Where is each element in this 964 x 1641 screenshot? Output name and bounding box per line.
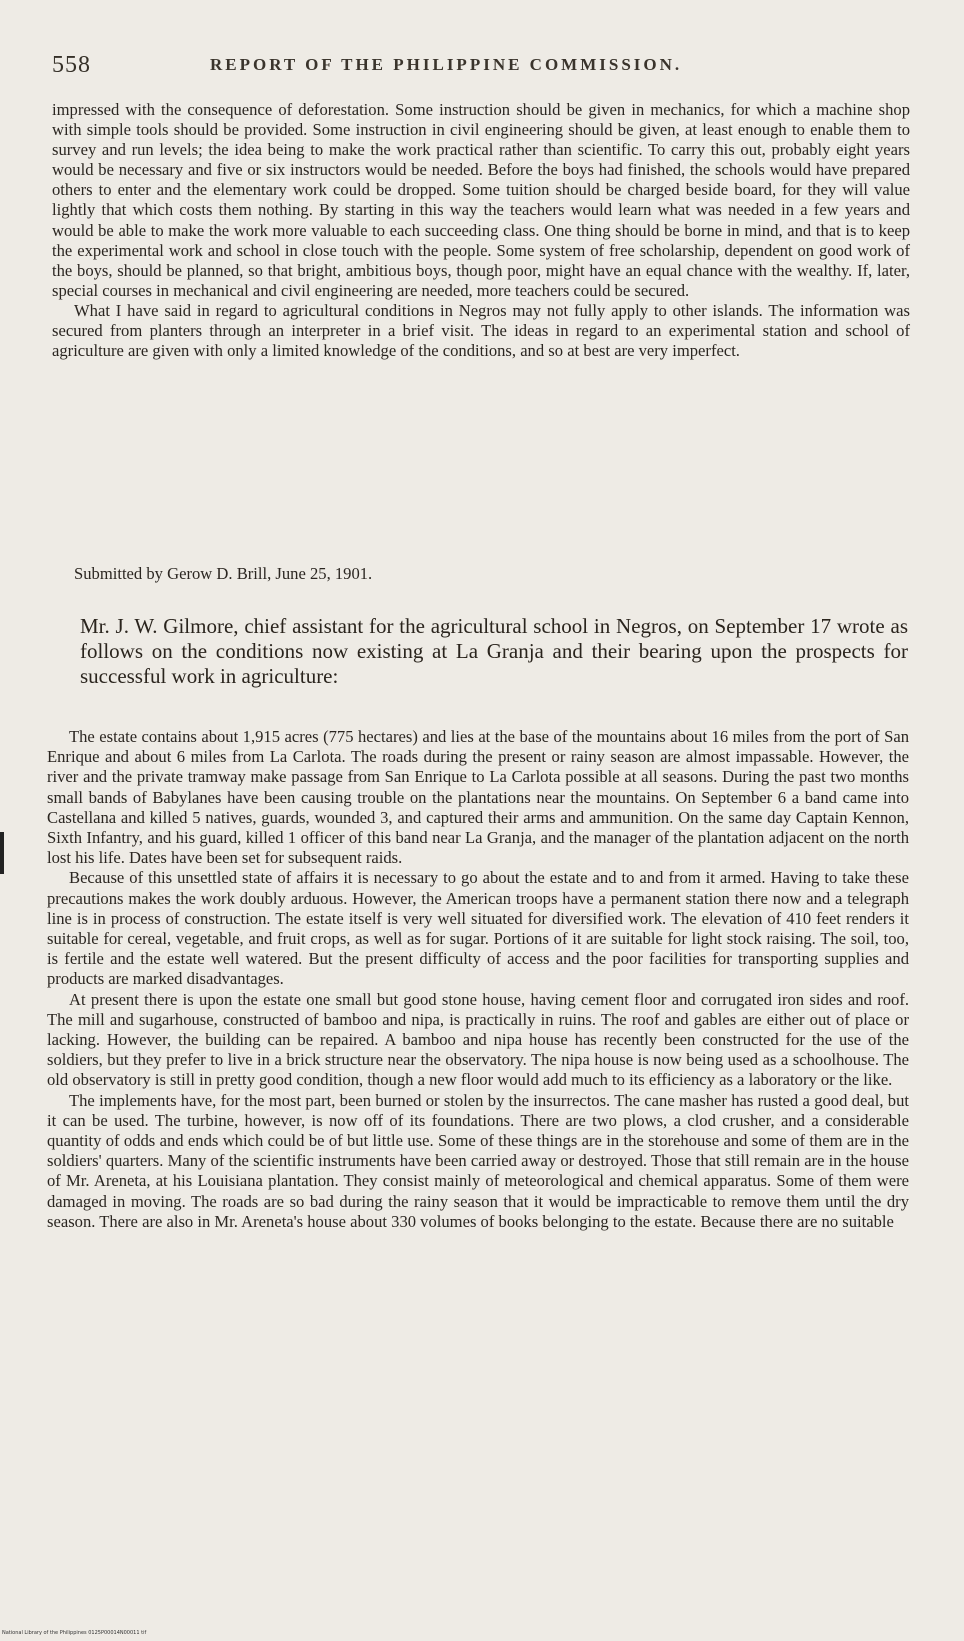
paragraph: impressed with the consequence of deforestation. Some instruction should be given in mechanics, for which a machine shop with simple tools should be provided. Some instruction in civil engineering should be given, at least enough to enable them to survey and run levels; the idea being to make the work practical rather than scientific. To carry this out, probably eight years would be necessary and five or six instructors would be needed. Before the boys had finished, the schools would have prepared others to enter and the elementary work could be dropped. Some tuition should be charged beside board, for they will value lightly that which costs them nothing. By starting in this way the teachers would learn what was needed in a few years and would be able to make the work more valuable to each succeeding class. One thing should be borne in mind, and that is to keep the experimental work and school in close touch with the people. Some system of free scholarship, dependent on good work of the boys, should be planned, so that bright, ambitious boys, though poor, might have an equal chance with the wealthy. If, later, special courses in mechanical and civil engineering are needed, more teachers could be secured. xyxy=(52,100,910,300)
section-intro: Mr. J. W. Gilmore, chief assistant for the agricultural school in Negros, on September 17 wrote as follows on the conditions now existing at La Granja and their bearing upon the prospects for successful work in agriculture: xyxy=(80,614,908,688)
paragraph: The estate contains about 1,915 acres (775 hectares) and lies at the base of the mountains about 16 miles from the port of San Enrique and about 6 miles from La Carlota. The roads during the present or rainy season are almost impassable. However, the river and the private tramway make passage from San Enrique to La Carlota possible at all seasons. During the past two months small bands of Babylanes have been causing trouble on the plantations near the mountains. On September 6 a band came into Castellana and killed 5 natives, guards, wounded 3, and captured their arms and ammunition. On the same day Captain Kennon, Sixth Infantry, and his guard, killed 1 officer of this band near La Granja, and the manager of the plantation adjacent on the north lost his life. Dates have been set for subsequent raids. xyxy=(47,727,909,868)
paragraph: The implements have, for the most part, been burned or stolen by the insurrectos. The cane masher has rusted a good deal, but it can be used. The turbine, however, is now off of its foundations. There are two plows, a clod crusher, and a considerable quantity of odds and ends which could be of but little use. Some of these things are in the storehouse and some of them are in the soldiers' quarters. Many of the scientific instruments have been carried away or destroyed. Those that still remain are in the house of Mr. Areneta, at his Louisiana plantation. They consist mainly of meteorological and chemical apparatus. Some of them were damaged in moving. The roads are so bad during the rainy season that it would be impracticable to remove them until the dry season. There are also in Mr. Areneta's house about 330 volumes of books belonging to the estate. Because there are no suitable xyxy=(47,1090,909,1231)
page-number: 558 xyxy=(52,52,91,78)
signature-line: Submitted by Gerow D. Brill, June 25, 1901. xyxy=(74,564,373,583)
running-head: REPORT OF THE PHILIPPINE COMMISSION. xyxy=(210,55,683,74)
letter-text xyxy=(47,727,909,1232)
paragraph: At present there is upon the estate one small but good stone house, having cement floor and corrugated iron sides and roof. The mill and sugarhouse, constructed of bamboo and nipa, is practically in ruins. The roof and gables are either out of place or lacking. However, the building can be repaired. A bamboo and nipa house has recently been constructed for the use of the soldiers, but they prefer to live in a brick structure near the observatory. The nipa house is now being used as a schoolhouse. The old observatory is still in pretty good condition, though a new floor would add much to its efficiency as a laboratory or the like. xyxy=(47,989,909,1090)
scan-credit: National Library of the Philippines 0125P00014N00011 tif xyxy=(2,1630,147,1636)
paragraph: What I have said in regard to agricultural conditions in Negros may not fully apply to other islands. The information was secured from planters through an interpreter in a brief visit. The ideas in regard to an experimental station and school of agriculture are given with only a limited knowledge of the conditions, and so at best are very imperfect. xyxy=(52,300,910,361)
scan-edge-mark xyxy=(0,832,4,874)
paragraph: Because of this unsettled state of affairs it is necessary to go about the estate and to and from it armed. Having to take these precautions makes the work doubly arduous. However, the American troops have a permanent station there now and a telegraph line is in process of construction. The estate itself is very well situated for diversified work. The elevation of 410 feet renders it suitable for cereal, vegetable, and fruit crops, as well as for sugar. Portions of it are suitable for light stock raising. The soil, too, is fertile and the estate well watered. But the present difficulty of access and the poor facilities for transporting supplies and products are marked disadvantages. xyxy=(47,868,909,989)
page-header xyxy=(52,52,910,82)
continuation-text xyxy=(52,100,910,361)
